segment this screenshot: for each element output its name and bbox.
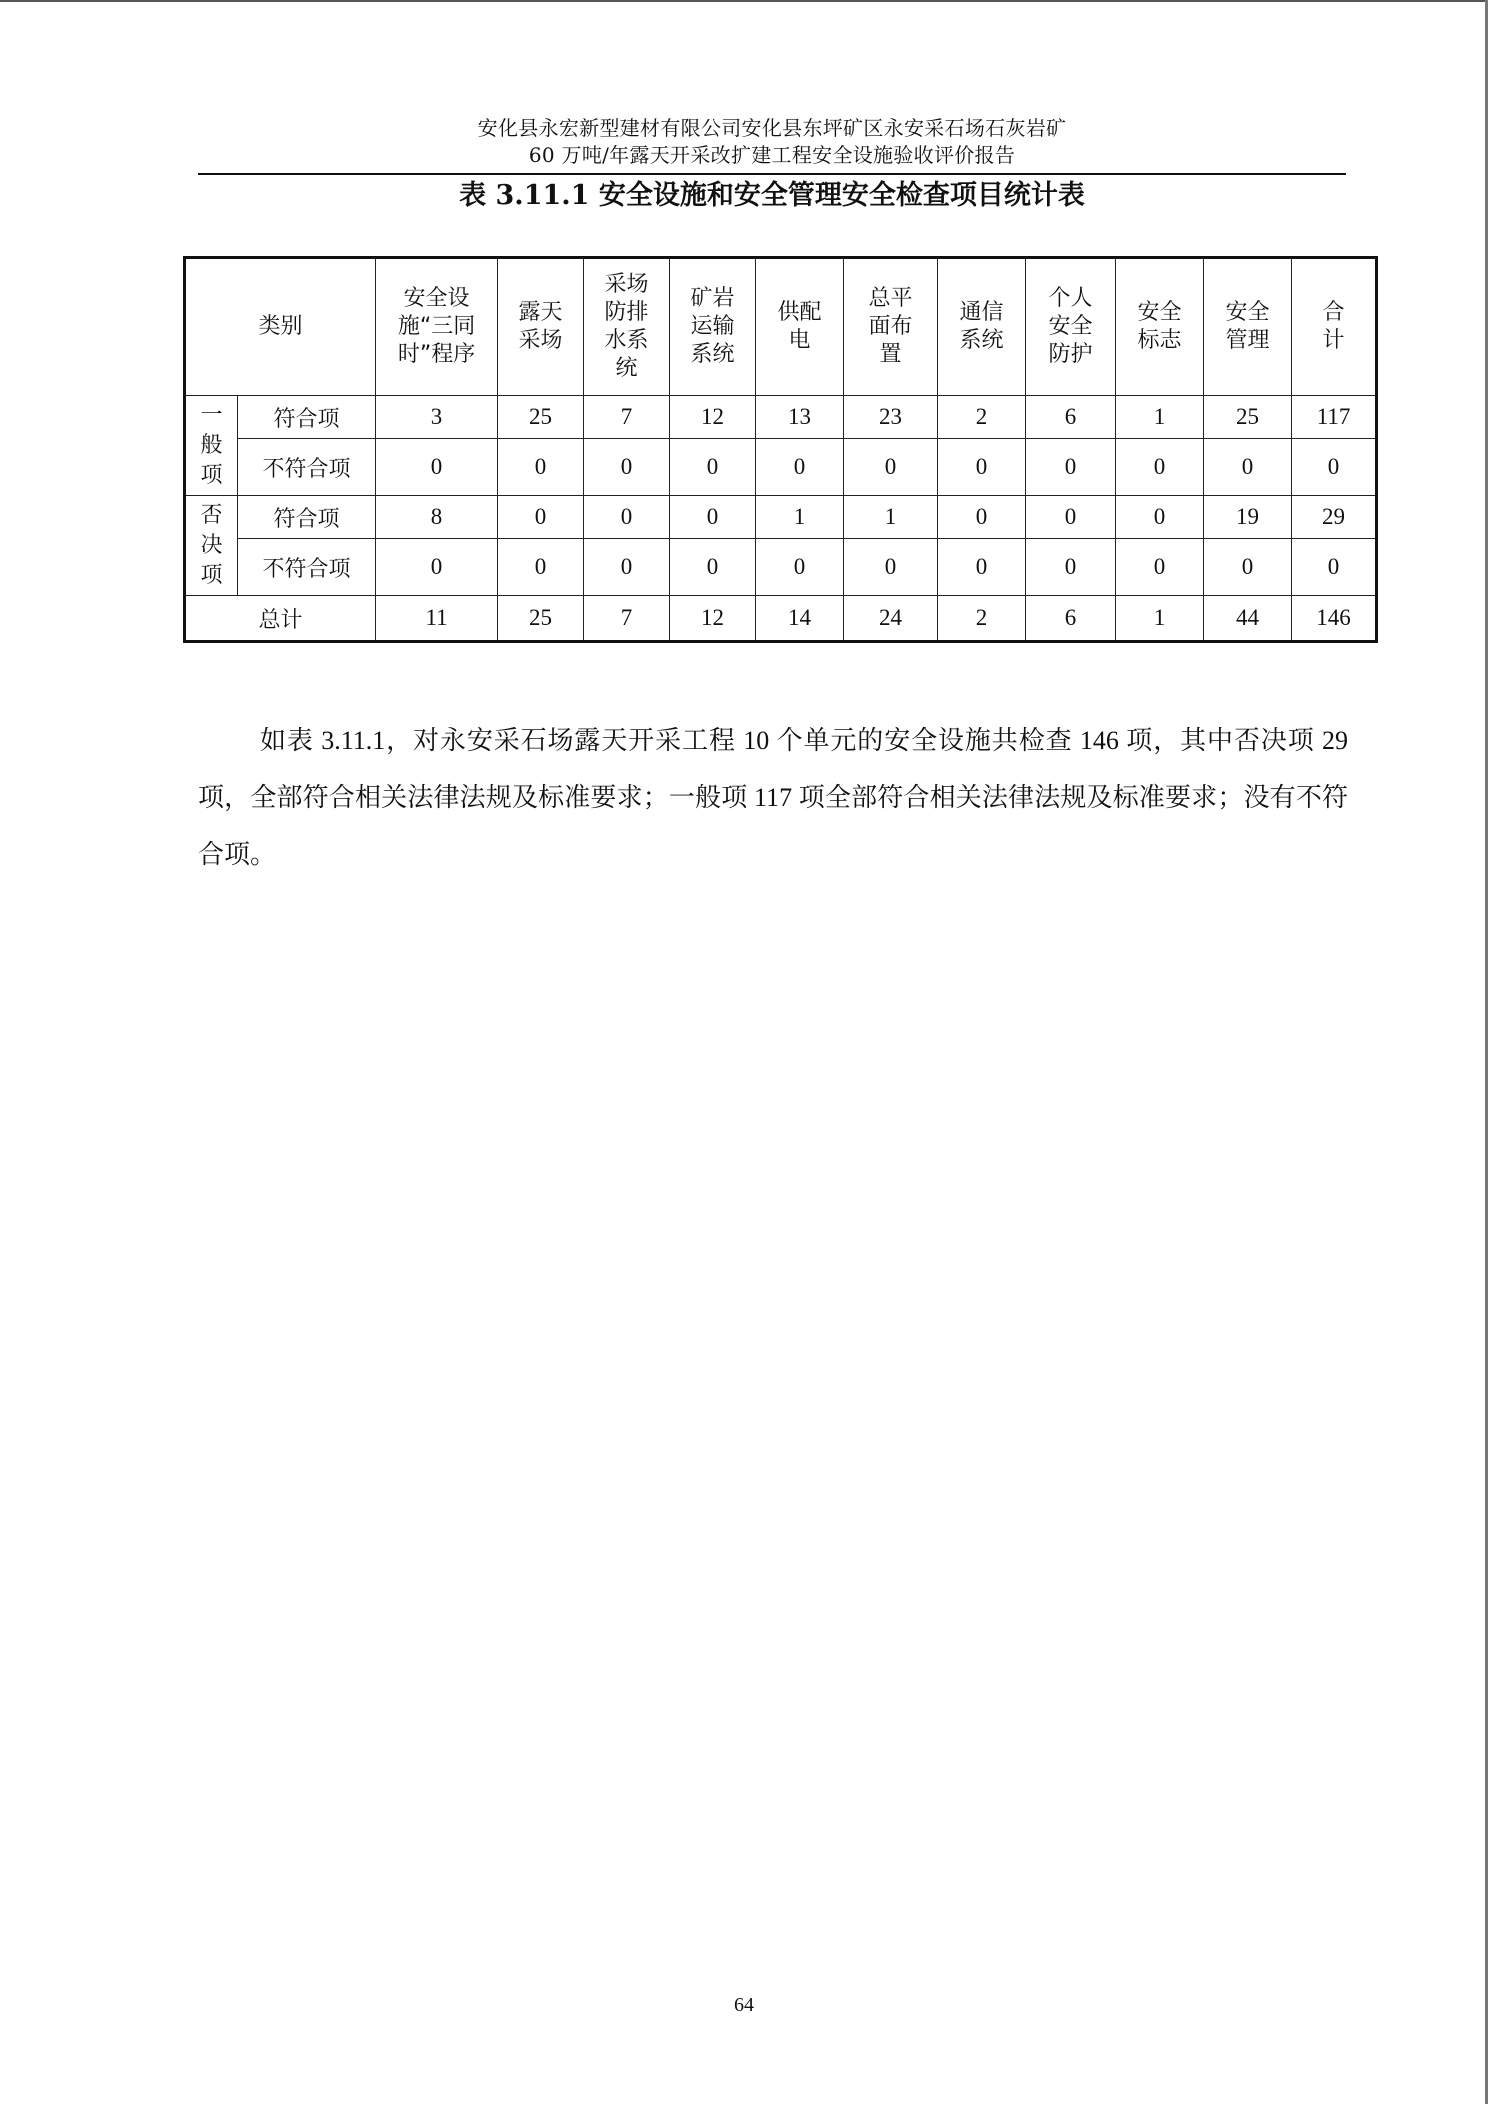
table-row: [185, 396, 1377, 439]
header-col-open-pit: 露天 采场: [498, 258, 584, 396]
table-cell: 6: [1026, 396, 1116, 439]
page-border-top: [0, 0, 1488, 2]
table-cell: 0: [756, 439, 844, 496]
total-label: 总计: [185, 596, 376, 642]
total-cell: 2: [938, 596, 1026, 642]
summary-paragraph: 如表 3.11.1，对永安采石场露天开采工程 10 个单元的安全设施共检查 146 项，其中否决项 29 项，全部符合相关法律法规及标准要求；一般项 117 项全部符合相关法律法规及标准要求；没有不符合项。: [198, 726, 1348, 869]
group-label-veto-items: 否 决 项: [185, 496, 238, 596]
table-cell: 25: [498, 396, 584, 439]
header-line-company: 安化县永宏新型建材有限公司安化县东坪矿区永安采石场石灰岩矿: [477, 116, 1067, 140]
header-col-drainage: 采场 防排 水系 统: [584, 258, 670, 396]
table-row: [185, 439, 1377, 496]
total-cell: 25: [498, 596, 584, 642]
header-line-report: 60 万吨/年露天开采改扩建工程安全设施验收评价报告: [528, 143, 1016, 167]
header-col-ore-transport: 矿岩 运输 系统: [670, 258, 756, 396]
row-label: 不符合项: [238, 439, 376, 496]
row-label: 符合项: [238, 496, 376, 539]
total-cell: 7: [584, 596, 670, 642]
table-cell: 0: [1204, 439, 1292, 496]
header-col-safety-signs: 安全 标志: [1116, 258, 1204, 396]
header-col-three-simultaneous: 安全设 施“三同 时”程序: [376, 258, 498, 396]
table-cell: 0: [1116, 539, 1204, 596]
table-row: [185, 539, 1377, 596]
table-cell: 7: [584, 396, 670, 439]
table-cell: 0: [1026, 439, 1116, 496]
table-cell: 0: [938, 439, 1026, 496]
table-cell: 19: [1204, 496, 1292, 539]
table-cell: 0: [670, 539, 756, 596]
table-cell: 0: [1292, 439, 1377, 496]
total-cell: 1: [1116, 596, 1204, 642]
total-cell: 11: [376, 596, 498, 642]
table-cell: 0: [584, 496, 670, 539]
table-cell: 8: [376, 496, 498, 539]
group-label-general-items: 一 般 项: [185, 396, 238, 496]
table-cell: 117: [1292, 396, 1377, 439]
table-cell: 0: [1026, 539, 1116, 596]
table-cell: 13: [756, 396, 844, 439]
total-cell: 146: [1292, 596, 1377, 642]
table-cell: 0: [376, 539, 498, 596]
total-cell: 44: [1204, 596, 1292, 642]
table-cell: 23: [844, 396, 938, 439]
total-row: [185, 596, 1377, 642]
table-cell: 0: [756, 539, 844, 596]
table-cell: 1: [844, 496, 938, 539]
table-cell: 0: [584, 539, 670, 596]
header-divider: [198, 173, 1346, 175]
table-cell: 0: [1116, 496, 1204, 539]
header-col-total: 合 计: [1292, 258, 1377, 396]
total-cell: 12: [670, 596, 756, 642]
page-number: 64: [734, 1994, 754, 2016]
inspection-stats-table: [183, 256, 1378, 643]
row-label: 不符合项: [238, 539, 376, 596]
header-category: 类别: [185, 258, 376, 396]
table-cell: 0: [498, 439, 584, 496]
table-cell: 0: [584, 439, 670, 496]
table-cell: 0: [670, 496, 756, 539]
table-cell: 0: [1204, 539, 1292, 596]
total-cell: 14: [756, 596, 844, 642]
report-header: [198, 115, 1346, 169]
table-cell: 1: [756, 496, 844, 539]
table-cell: 12: [670, 396, 756, 439]
header-col-personal-protection: 个人 安全 防护: [1026, 258, 1116, 396]
table-cell: 0: [844, 439, 938, 496]
table-row: [185, 496, 1377, 539]
total-cell: 6: [1026, 596, 1116, 642]
header-col-communication: 通信 系统: [938, 258, 1026, 396]
total-cell: 24: [844, 596, 938, 642]
table-header-row: [185, 258, 1377, 396]
table-cell: 1: [1116, 396, 1204, 439]
table-cell: 0: [498, 539, 584, 596]
table-cell: 0: [670, 439, 756, 496]
table-cell: 0: [938, 539, 1026, 596]
header-col-power-supply: 供配 电: [756, 258, 844, 396]
table-title: 表 3.11.1 安全设施和安全管理安全检查项目统计表: [459, 180, 1085, 211]
table-cell: 0: [376, 439, 498, 496]
table-cell: 0: [1026, 496, 1116, 539]
table-cell: 0: [1292, 539, 1377, 596]
table-cell: 29: [1292, 496, 1377, 539]
table-cell: 25: [1204, 396, 1292, 439]
header-col-safety-management: 安全 管理: [1204, 258, 1292, 396]
header-col-general-layout: 总平 面布 置: [844, 258, 938, 396]
row-label: 符合项: [238, 396, 376, 439]
table-cell: 0: [1116, 439, 1204, 496]
table-cell: 2: [938, 396, 1026, 439]
table-cell: 0: [844, 539, 938, 596]
table-cell: 3: [376, 396, 498, 439]
table-cell: 0: [938, 496, 1026, 539]
table-cell: 0: [498, 496, 584, 539]
